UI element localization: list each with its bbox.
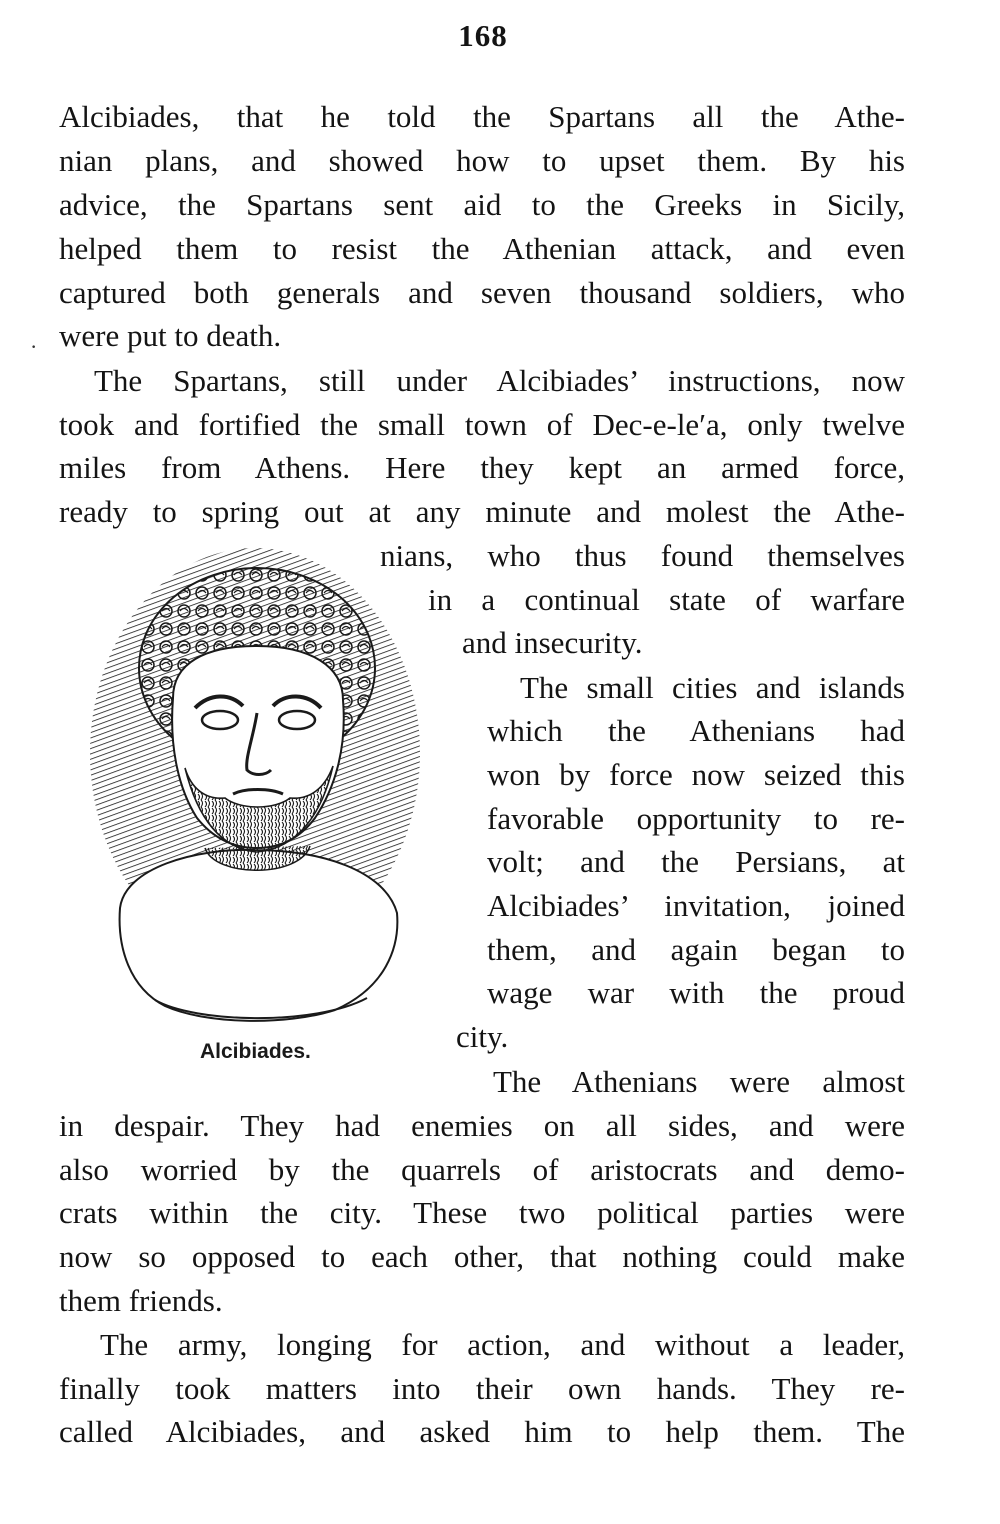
text-line: called Alcibiades, and asked him to help them. The [59, 1414, 905, 1449]
text-line: Alcibiades, that he told the Spartans all the Athe- [59, 99, 905, 134]
text-line: volt; and the Persians, at [487, 844, 905, 879]
text-line: took and fortified the small town of Dec-e-le′a, only twelve [59, 407, 905, 442]
text-line: and insecurity. [462, 625, 643, 660]
text-line: also worried by the quarrels of aristocrats and demo- [59, 1152, 905, 1187]
text-line: which the Athenians had [487, 713, 905, 748]
text-line: The Athenians were almost [493, 1064, 905, 1099]
text-line: nian plans, and showed how to upset them. By his [59, 143, 905, 178]
text-line: helped them to resist the Athenian attack, and even [59, 231, 905, 266]
text-line: crats within the city. These two political parties were [59, 1195, 905, 1230]
text-line: Alcibiades’ invitation, joined [487, 888, 905, 923]
text-line: The army, longing for action, and without a leader, [100, 1327, 905, 1362]
text-line: city. [456, 1019, 509, 1054]
text-line: in a continual state of warfare [428, 582, 905, 617]
text-line: captured both generals and seven thousand soldiers, who [59, 275, 905, 310]
text-line: wage war with the proud [487, 975, 905, 1010]
text-line: favorable opportunity to re- [487, 801, 905, 836]
text-line: nians, who thus found themselves [380, 538, 905, 573]
text-line: advice, the Spartans sent aid to the Greeks in Sicily, [59, 187, 905, 222]
text-line: were put to death. [59, 318, 282, 353]
text-line: won by force now seized this [487, 757, 905, 792]
bust-engraving [85, 548, 445, 1048]
page-number: 168 [458, 18, 508, 53]
text-line: now so opposed to each other, that nothing could make [59, 1239, 905, 1274]
text-line: in despair. They had enemies on all sides, and were [59, 1108, 905, 1143]
text-line: miles from Athens. Here they kept an armed force, [59, 450, 905, 485]
text-line: finally took matters into their own hands. They re- [59, 1371, 905, 1406]
text-line: The Spartans, still under Alcibiades’ instructions, now [94, 363, 905, 398]
text-line: The small cities and islands [520, 670, 905, 705]
stray-mark: · [30, 334, 38, 359]
text-line: ready to spring out at any minute and molest the Athe- [59, 494, 905, 529]
alcibiades-bust-illustration [85, 548, 445, 1048]
figure-caption: Alcibiades. [200, 1040, 311, 1063]
text-line: them friends. [59, 1283, 223, 1318]
text-line: them, and again began to [487, 932, 905, 967]
